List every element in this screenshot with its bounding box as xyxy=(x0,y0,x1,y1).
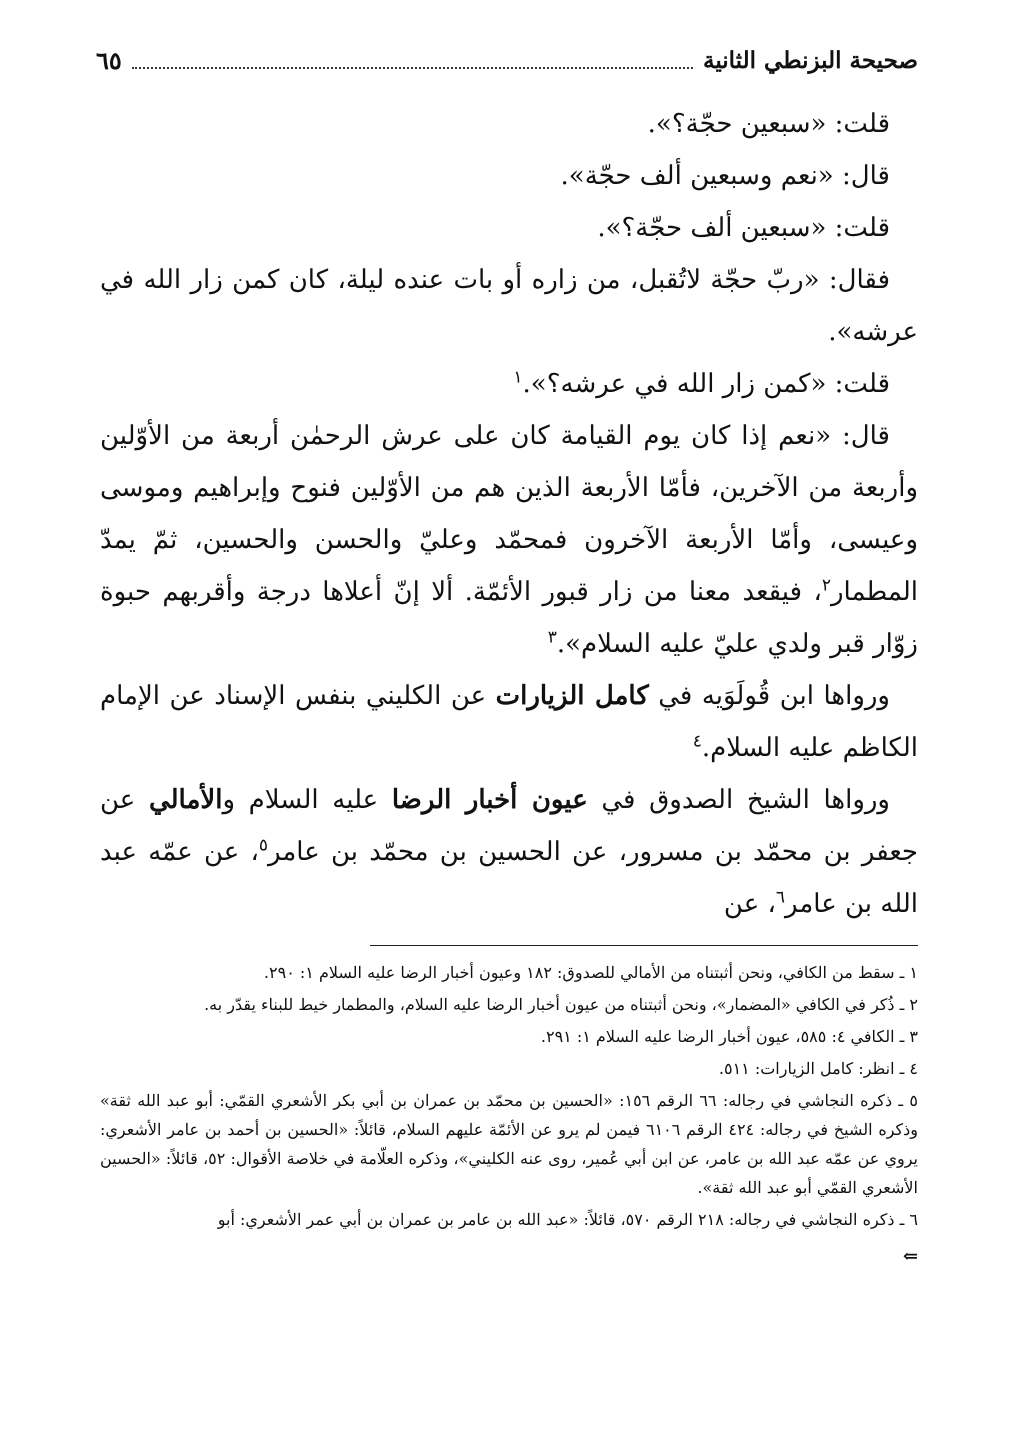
footnote-3: ٣ ـ الكافي ٤: ٥٨٥، عيون أخبار الرضا عليه السلام ١: ٢٩١. xyxy=(540,1027,918,1046)
paragraph-5 xyxy=(100,358,918,410)
paragraph-saduq xyxy=(100,774,918,930)
footnote-ref: ١ xyxy=(513,367,523,388)
footnotes xyxy=(100,958,918,1271)
body-text: عن الكليني بنفس الإسناد عن الإمام الكاظم عليه السلام. xyxy=(100,681,918,763)
running-title: صحيحة البزنطي الثانية xyxy=(703,46,918,74)
speech-text: «ربّ حجّة لاتُقبل، من زاره أو بات عنده ليلة، كان كمن زار الله في عرشه». xyxy=(100,265,918,347)
footnote-2: ٢ ـ ذُكر في الكافي «المضمار»، ونحن أثبتناه من عيون أخبار الرضا عليه السلام، والمطمار خيط للبناء يقدّر به. xyxy=(204,995,918,1014)
speaker-label: قال: xyxy=(841,161,890,191)
paragraph-1 xyxy=(100,98,918,150)
paragraph-2 xyxy=(100,150,918,202)
footnote-ref: ٦ xyxy=(775,887,786,908)
paragraph-4 xyxy=(100,254,918,358)
speech-text: «نعم إذا كان يوم القيامة كان على عرش الرحمٰن أربعة من الأوّلين وأربعة من الآخرين، فأمّا الأربعة الذين هم من الأوّلين فنوح وإبراهيم وموسى وعيسى، وأمّا الأربعة الآخرون فمحمّد وعليّ والحسن والحسين، ثمّ يمدّ المطمار xyxy=(100,421,918,607)
footnote-1: ١ ـ سقط من الكافي، ونحن أثبتناه من الأمالي للصدوق: ١٨٢ وعيون أخبار الرضا عليه السلام ١: ٢٩٠. xyxy=(263,963,918,982)
body-text: ، عن عمّه عبد الله بن عامر xyxy=(100,837,918,919)
main-text xyxy=(100,98,918,930)
speaker-label: قلت: xyxy=(834,369,890,399)
footnote-ref: ٥ xyxy=(258,835,269,856)
speech-text: «سبعين ألف حجّة؟». xyxy=(597,213,835,243)
book-title: عيون أخبار الرضا xyxy=(391,785,588,815)
speech-text: «كمن زار الله في عرشه؟». xyxy=(522,369,835,399)
paragraph-qawlawayh xyxy=(100,670,918,774)
speaker-label: قال: xyxy=(841,421,890,451)
body-text: عليه السلام و xyxy=(222,785,392,815)
book-title: الأمالي xyxy=(148,785,223,815)
page-number: ٦٥ xyxy=(96,45,122,75)
speech-text: ، فيقعد معنا من زار قبور الأئمّة. ألا إنّ أعلاها درجة وأقربهم حبوة زوّار قبر ولدي عليّ عليه السلام». xyxy=(100,577,918,659)
footnote-ref: ٤ xyxy=(692,731,702,752)
speaker-label: قلت: xyxy=(834,213,890,243)
body-text: ، عن xyxy=(723,889,776,919)
speech-text: «سبعين حجّة؟». xyxy=(647,109,835,139)
footnote-4: ٤ ـ انظر: كامل الزيارات: ٥١١. xyxy=(718,1059,918,1078)
speaker-label: قلت: xyxy=(834,109,890,139)
speaker-label: فقال: xyxy=(828,265,890,295)
footnote-ref: ٣ xyxy=(547,627,557,648)
footnote-5: ٥ ـ ذكره النجاشي في رجاله: ٦٦ الرقم ١٥٦: «الحسين بن محمّد بن عمران بن أبي بكر الأشعري القمّي: أبو عبد الله ثقة» وذكره الشيخ في رجاله: ٤٢٤ الرقم ٦١٠٦ فيمن لم يرو عن الأئمّة عليهم السلام، قائلاً: «الحسين بن أحمد بن عامر الأشعري: يروي عن عمّه عبد الله بن عامر، عن ابن أبي عُمير، روى عنه الكليني»، وذكره العلّامة في خلاصة الأقوال: ٥٢، قائلاً: «الحسين الأشعري القمّي أبو عبد الله ثقة». xyxy=(100,1091,919,1197)
book-title: كامل الزيارات xyxy=(495,681,649,711)
footnote-ref: ٢ xyxy=(821,575,831,596)
body-text: ورواها الشيخ الصدوق في xyxy=(587,785,890,815)
body-text: عن جعفر بن محمّد بن مسرور، عن الحسين بن محمّد بن عامر xyxy=(100,785,919,867)
paragraph-6 xyxy=(100,410,918,670)
footnote-separator xyxy=(370,945,918,946)
speech-text: «نعم وسبعين ألف حجّة». xyxy=(560,161,842,191)
body-text: ورواها ابن قُولَوَيه في xyxy=(648,681,890,711)
continuation-mark: ⇐ xyxy=(902,1246,918,1267)
paragraph-3 xyxy=(100,202,918,254)
leader-dots xyxy=(132,67,693,69)
footnote-6: ٦ ـ ذكره النجاشي في رجاله: ٢١٨ الرقم ٥٧٠، قائلاً: «عبد الله بن عامر بن عمران بن أبي عمر الأشعري: أبو xyxy=(217,1210,918,1229)
running-header xyxy=(96,40,918,80)
